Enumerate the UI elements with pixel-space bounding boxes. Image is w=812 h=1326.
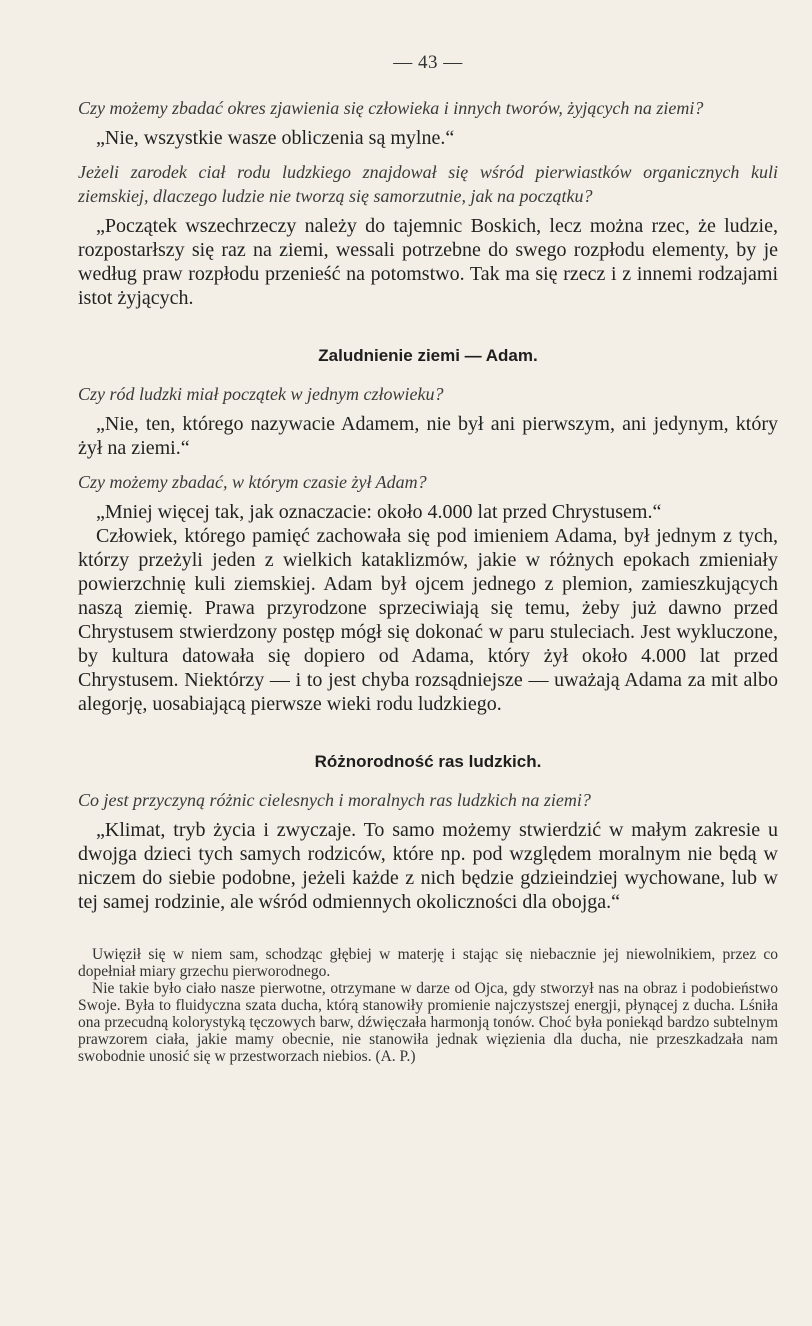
section-heading: Zaludnienie ziemi — Adam.	[318, 346, 538, 365]
book-page	[78, 52, 778, 1065]
question-text: Czy możemy zbadać okres zjawienia się człowieka i innych tworów, żyjących na ziemi?	[78, 98, 704, 118]
answer-text: „Nie, wszystkie wasze obliczenia są mylne.“	[96, 127, 455, 149]
answer-text: „Nie, ten, którego nazywacie Adamem, nie był ani pierwszym, ani jedynym, który żył na ziemi.“	[78, 413, 778, 459]
question-text: Czy ród ludzki miał początek w jednym człowieku?	[78, 384, 444, 404]
question-text: Czy możemy zbadać, w którym czasie żył Adam?	[78, 472, 427, 492]
footnote-paragraph: Uwięził się w niem sam, schodząc głębiej w materję i stając się niebacznie jej niewolnikiem, przez co dopełniał miary grzechu pierworodnego.	[78, 946, 778, 980]
section-heading: Różnorodność ras ludzkich.	[314, 752, 542, 771]
question-text: Jeżeli zarodek ciał rodu ludzkiego znajdował się wśród pierwiastków organicznych kuli ziemskiej, dlaczego ludzie nie tworzą się samorzutnie, jak na początku?	[78, 162, 778, 206]
question-text: Co jest przyczyną różnic cielesnych i moralnych ras ludzkich na ziemi?	[78, 790, 591, 810]
answer-text: „Mniej więcej tak, jak oznaczacie: około 4.000 lat przed Chrystusem.“	[96, 501, 662, 523]
body-paragraph: Człowiek, którego pamięć zachowała się pod imieniem Adama, był jednym z tych, którzy przeżyli jeden z wielkich kataklizmów, jakie w różnych epokach zmieniały powierzchnię kuli ziemskiej. Adam był ojcem jednego z plemion, zamieszkujących naszą ziemię. Prawa przyrodzone sprzeciwiają się temu, żeby już dawno przed Chrystusem stwierdzony postęp mógł się dokonać w paru stuleciach. Jest wykluczone, by kultura datowała się dopiero od Adama, który żył około 4.000 lat przed Chrystusem. Niektórzy — i to jest chyba rozsądniejsze — uważają Adama za mit albo alegorję, uosabiającą pierwsze wieki rodu ludzkiego.	[78, 525, 778, 715]
answer-text: „Klimat, tryb życia i zwyczaje. To samo możemy stwierdzić w małym zakresie u dwojga dzieci tych samych rodziców, które np. pod względem moralnym nie będą w niczem do siebie podobne, jeżeli każde z nich będzie gdzieindziej wychowane, lub w tej samej rodzinie, ale wśród odmiennych okoliczności dla obojga.“	[78, 819, 778, 913]
footnote-paragraph: Nie takie było ciało nasze pierwotne, otrzymane w darze od Ojca, gdy stworzył nas na obraz i podobieństwo Swoje. Była to fluidyczna szata ducha, którą stanowiły promienie najczystszej energji, płynącej z ducha. Lśniła ona przecudną kolorystyką tęczowych barw, dźwięczała harmonją tonów. Choć była poniekąd bardzo subtelnym prawzorem ciała, jakie mamy obecnie, nie stanowiła jednak więzienia dla ducha, nie przeszkadzała nam swobodnie unosić się w przestworzach niebios. (A. P.)	[78, 980, 778, 1065]
footnote	[78, 946, 778, 1065]
page-number: — 43 —	[393, 52, 463, 73]
answer-text: „Początek wszechrzeczy należy do tajemnic Boskich, lecz można rzec, że ludzie, rozpostarłszy się raz na ziemi, wessali potrzebne do swego rozpłodu elementy, by je według praw rozpłodu przenieść na potomstwo. Tak ma się rzecz i z innemi rodzajami istot żyjących.	[78, 215, 778, 309]
